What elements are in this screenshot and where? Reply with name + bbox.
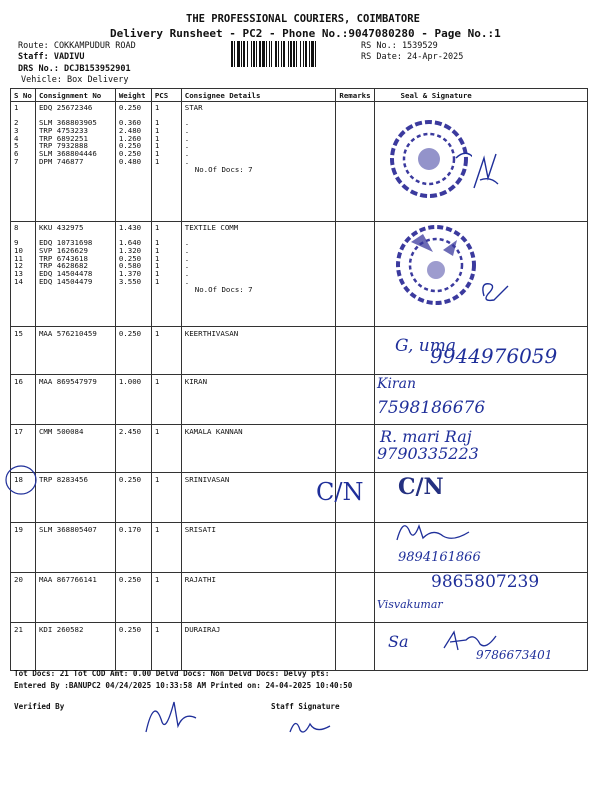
cell-cons bbox=[35, 102, 115, 222]
barcode-bar bbox=[293, 41, 295, 67]
cell-wt: 0.580 bbox=[118, 261, 142, 271]
staff-label: Staff: VADIVU bbox=[18, 52, 85, 62]
cell-pcs: 1 bbox=[154, 141, 160, 151]
cell-name: KEERTHIVASAN bbox=[181, 327, 336, 375]
barcode-bar bbox=[231, 41, 233, 67]
table-row-group bbox=[11, 222, 588, 327]
cell-cons: TRP 4628682 bbox=[38, 261, 88, 271]
cell-wt: 0.250 bbox=[115, 623, 151, 671]
cell-pcs: 1 bbox=[151, 375, 181, 425]
cell-name: KIRAN bbox=[181, 375, 336, 425]
cell-remarks bbox=[336, 573, 374, 623]
docs-count: No.Of Docs: 7 bbox=[194, 284, 253, 294]
barcode-bar bbox=[300, 41, 301, 67]
cell-remarks bbox=[336, 425, 374, 473]
handwritten-cn-signature: C/N bbox=[398, 474, 444, 500]
barcode-bar bbox=[311, 41, 314, 67]
cell-pcs: 1 bbox=[154, 126, 160, 136]
cell-wt: 2.450 bbox=[115, 425, 151, 473]
drs-label: DRS No.: DCJB153952901 bbox=[18, 64, 131, 74]
cell-wt: 0.250 bbox=[118, 253, 142, 263]
barcode-bar bbox=[303, 41, 304, 67]
cell-cons: SVP 1626629 bbox=[38, 246, 88, 256]
cell-wt: 0.360 bbox=[118, 118, 142, 128]
cell-sno: 7 bbox=[14, 156, 19, 166]
cell-cons: MAA 869547979 bbox=[35, 375, 115, 425]
cell-wt bbox=[115, 102, 151, 222]
cell-name: SRISATI bbox=[181, 523, 336, 573]
cell-name: TEXTILE COMM bbox=[184, 223, 239, 232]
verified-by-label: Verified By bbox=[14, 702, 65, 711]
cell-cons: SLM 368805407 bbox=[35, 523, 115, 573]
cell-sno: 19 bbox=[11, 523, 36, 573]
cell-sno: 10 bbox=[14, 246, 23, 256]
handwritten-cn-remark: C/N bbox=[316, 478, 364, 506]
handwritten-phone-17: 9790335223 bbox=[377, 444, 479, 463]
barcode-bar bbox=[256, 41, 257, 67]
barcode-bar bbox=[309, 41, 310, 67]
cell-sno: 8 bbox=[14, 223, 19, 232]
seal-stamp-2 bbox=[393, 222, 479, 308]
cell-cons: MAA 867766141 bbox=[35, 573, 115, 623]
barcode-bar bbox=[290, 41, 292, 67]
rs-number: RS No.: 1539529 bbox=[361, 41, 438, 51]
cell-sno bbox=[11, 222, 36, 327]
cell-sno: 17 bbox=[11, 425, 36, 473]
barcode-bar bbox=[234, 41, 235, 67]
cell-name: . bbox=[184, 133, 190, 143]
handwritten-phone-21: 9786673401 bbox=[476, 648, 553, 662]
cell-name: . bbox=[184, 276, 190, 286]
handwritten-name-15: G, uma bbox=[395, 336, 456, 356]
cell-remarks bbox=[336, 102, 374, 222]
cell-name: . bbox=[184, 269, 190, 279]
cell-sno: 16 bbox=[11, 375, 36, 425]
docs-count: No.Of Docs: 7 bbox=[194, 164, 253, 174]
cell-pcs: 1 bbox=[154, 261, 160, 271]
col-sno: S No bbox=[11, 89, 36, 102]
table-row bbox=[11, 425, 588, 473]
cell-cons: EDQ 25672346 bbox=[38, 103, 93, 112]
barcode-bar bbox=[283, 41, 285, 67]
cell-pcs: 1 bbox=[151, 523, 181, 573]
cell-sno: 14 bbox=[14, 276, 23, 286]
cell-wt: 2.480 bbox=[118, 126, 142, 136]
cell-cons: TRP 8283456 bbox=[35, 473, 115, 523]
col-remarks: Remarks bbox=[336, 89, 374, 102]
cell-sno: 13 bbox=[14, 269, 23, 279]
cell-name: DURAIRAJ bbox=[181, 623, 336, 671]
cell-pcs: 1 bbox=[154, 238, 160, 248]
signature-scribble-1 bbox=[470, 150, 502, 194]
table-row bbox=[11, 523, 588, 573]
barcode-bar bbox=[241, 41, 242, 67]
barcode-bar bbox=[266, 41, 267, 67]
cell-pcs: 1 bbox=[151, 425, 181, 473]
table-row bbox=[11, 623, 588, 671]
cell-cons: KDI 260582 bbox=[35, 623, 115, 671]
table-header-row bbox=[11, 89, 588, 102]
cell-pcs: 1 bbox=[151, 327, 181, 375]
cell-sno: 6 bbox=[14, 149, 19, 159]
cell-sno bbox=[11, 102, 36, 222]
cell-pcs: 1 bbox=[154, 253, 160, 263]
cell-sno: 4 bbox=[14, 133, 19, 143]
col-seal-signature: Seal & Signature bbox=[374, 89, 587, 102]
signature-scribble-2 bbox=[478, 276, 512, 304]
cell-cons: SLM 368803905 bbox=[38, 118, 97, 128]
cell-wt: 0.250 bbox=[118, 149, 142, 159]
cell-name: . bbox=[184, 253, 190, 263]
cell-remarks bbox=[336, 327, 374, 375]
cell-sno: 1 bbox=[14, 103, 19, 112]
cell-name: KAMALA KANNAN bbox=[181, 425, 336, 473]
staff-signature-scribble bbox=[286, 712, 334, 738]
handwritten-name-20: Visvakumar bbox=[377, 598, 443, 611]
barcode-bar bbox=[247, 41, 248, 67]
cell-cons: SLM 368804446 bbox=[38, 149, 97, 159]
cell-pcs: 1 bbox=[154, 156, 160, 166]
cell-cons: TRP 7932888 bbox=[38, 141, 88, 151]
staff-signature-label: Staff Signature bbox=[271, 702, 340, 711]
cell-wt: 1.260 bbox=[118, 133, 142, 143]
barcode-bar bbox=[269, 41, 270, 67]
barcode-bar bbox=[262, 41, 265, 67]
cell-wt: 3.550 bbox=[118, 276, 142, 286]
entered-printed-line: Entered By :BANUPC2 04/24/2025 10:33:58 AM Printed on: 24-04-2025 10:40:50 bbox=[14, 681, 353, 690]
cell-name: . bbox=[184, 246, 190, 256]
cell-wt: 0.250 bbox=[118, 141, 142, 151]
cell-pcs: 1 bbox=[151, 573, 181, 623]
barcode-bar bbox=[288, 41, 289, 67]
cell-remarks bbox=[336, 222, 374, 327]
cell-pcs bbox=[151, 222, 181, 327]
cell-cons: KKU 432975 bbox=[38, 223, 84, 232]
cell-wt: 0.480 bbox=[118, 156, 142, 166]
cell-wt: 0.170 bbox=[115, 523, 151, 573]
cell-cons: TRP 6743618 bbox=[38, 253, 88, 263]
barcode-bar bbox=[278, 41, 279, 67]
barcode-bar bbox=[281, 41, 282, 67]
cell-wt bbox=[115, 222, 151, 327]
cell-cons: DPM 746877 bbox=[38, 156, 84, 166]
cell-name bbox=[181, 222, 336, 327]
cell-pcs: 1 bbox=[154, 269, 160, 279]
cell-name: . bbox=[184, 126, 190, 136]
cell-sno: 3 bbox=[14, 126, 19, 136]
verified-signature bbox=[140, 692, 200, 738]
col-pcs: PCS bbox=[151, 89, 181, 102]
cell-wt: 1.640 bbox=[118, 238, 142, 248]
cell-cons: CMM 500084 bbox=[35, 425, 115, 473]
col-consignee: Consignee Details bbox=[181, 89, 336, 102]
cell-sno: 5 bbox=[14, 141, 19, 151]
handwritten-name-16: Kiran bbox=[377, 376, 416, 392]
route-label: Route: COKKAMPUDUR ROAD bbox=[18, 41, 136, 51]
cell-cons: EDQ 10731698 bbox=[38, 238, 93, 248]
cell-wt: 0.250 bbox=[115, 473, 151, 523]
col-weight: Weight bbox=[115, 89, 151, 102]
cell-pcs: 1 bbox=[154, 246, 160, 256]
cell-sno: 20 bbox=[11, 573, 36, 623]
cell-remarks bbox=[336, 375, 374, 425]
cell-cons: MAA 576210459 bbox=[35, 327, 115, 375]
cell-cons: EDQ 14504478 bbox=[38, 269, 93, 279]
cell-cons: TRP 6892251 bbox=[38, 133, 88, 143]
vehicle-label: Vehicle: Box Delivery bbox=[21, 75, 129, 85]
table-row bbox=[11, 375, 588, 425]
cell-pcs: 1 bbox=[154, 133, 160, 143]
cell-pcs bbox=[151, 102, 181, 222]
cell-sno: 21 bbox=[11, 623, 36, 671]
cell-wt: 1.430 bbox=[118, 223, 142, 232]
barcode-bar bbox=[271, 41, 272, 67]
cell-wt: 1.320 bbox=[118, 246, 142, 256]
signature-scribble-19 bbox=[393, 516, 473, 546]
cell-sno: 15 bbox=[11, 327, 36, 375]
cell-pcs: 1 bbox=[154, 118, 160, 128]
cell-name: STAR bbox=[184, 103, 203, 112]
cell-pcs: 1 bbox=[154, 149, 160, 159]
handwritten-name-17: R. mari Raj bbox=[380, 427, 472, 446]
cell-wt: 0.250 bbox=[115, 573, 151, 623]
handwritten-phone-15: 9944976059 bbox=[430, 344, 558, 368]
seal-stamp-1 bbox=[386, 118, 472, 200]
cell-sno: 12 bbox=[14, 261, 23, 271]
cell-remarks bbox=[336, 523, 374, 573]
handwritten-sign-21: Sa bbox=[388, 632, 409, 651]
barcode-bar bbox=[315, 41, 316, 67]
cell-sno: 11 bbox=[14, 253, 23, 263]
cell-name: . bbox=[184, 238, 190, 248]
cell-name: . bbox=[184, 149, 190, 159]
cell-name: . bbox=[184, 118, 190, 128]
barcode-bar bbox=[296, 41, 297, 67]
cell-wt: 0.250 bbox=[118, 103, 142, 112]
cell-cons: TRP 4753233 bbox=[38, 126, 88, 136]
barcode-bar bbox=[237, 41, 240, 67]
cell-name: SRINIVASAN bbox=[181, 473, 336, 523]
barcode-bar bbox=[275, 41, 277, 67]
cell-pcs: 1 bbox=[151, 473, 181, 523]
cell-sno: 18 bbox=[11, 473, 36, 523]
cell-pcs: 1 bbox=[154, 276, 160, 286]
table-row bbox=[11, 473, 588, 523]
totals-line: Tot Docs: 21 Tot COD Amt: 0.00 Delvd Docs: Non Delvd Docs: Delvy pts: bbox=[14, 669, 330, 678]
cell-name: . bbox=[184, 156, 190, 166]
handwritten-phone-19: 9894161866 bbox=[398, 550, 481, 565]
row-18-circle-mark bbox=[3, 462, 39, 498]
runsheet-subtitle: Delivery Runsheet - PC2 - Phone No.:9047080280 - Page No.:1 bbox=[110, 27, 501, 40]
barcode-bar bbox=[253, 41, 255, 67]
barcode-bar bbox=[243, 41, 245, 67]
col-consignment: Consignment No bbox=[35, 89, 115, 102]
cell-pcs: 1 bbox=[154, 103, 160, 112]
cell-name bbox=[181, 102, 336, 222]
cell-name: . bbox=[184, 261, 190, 271]
cell-name: RAJATHI bbox=[181, 573, 336, 623]
cell-remarks bbox=[336, 623, 374, 671]
barcode-bar bbox=[259, 41, 261, 67]
cell-sno: 2 bbox=[14, 118, 19, 128]
barcode-bar bbox=[251, 41, 252, 67]
cell-wt: 1.000 bbox=[115, 375, 151, 425]
barcode-bar bbox=[305, 41, 307, 67]
cell-pcs: 1 bbox=[151, 623, 181, 671]
cell-name: . bbox=[184, 141, 190, 151]
barcode-image bbox=[230, 41, 354, 67]
cell-cons: EDQ 14504479 bbox=[38, 276, 93, 286]
rs-date: RS Date: 24-Apr-2025 bbox=[361, 52, 464, 62]
cell-wt: 0.250 bbox=[115, 327, 151, 375]
handwritten-phone-20: 9865807239 bbox=[431, 572, 540, 592]
cell-wt: 1.370 bbox=[118, 269, 142, 279]
handwritten-phone-16: 7598186676 bbox=[377, 398, 486, 418]
cell-cons bbox=[35, 222, 115, 327]
cell-sno: 9 bbox=[14, 238, 19, 248]
cell-pcs: 1 bbox=[154, 223, 160, 232]
company-title: THE PROFESSIONAL COURIERS, COIMBATORE bbox=[186, 13, 420, 25]
